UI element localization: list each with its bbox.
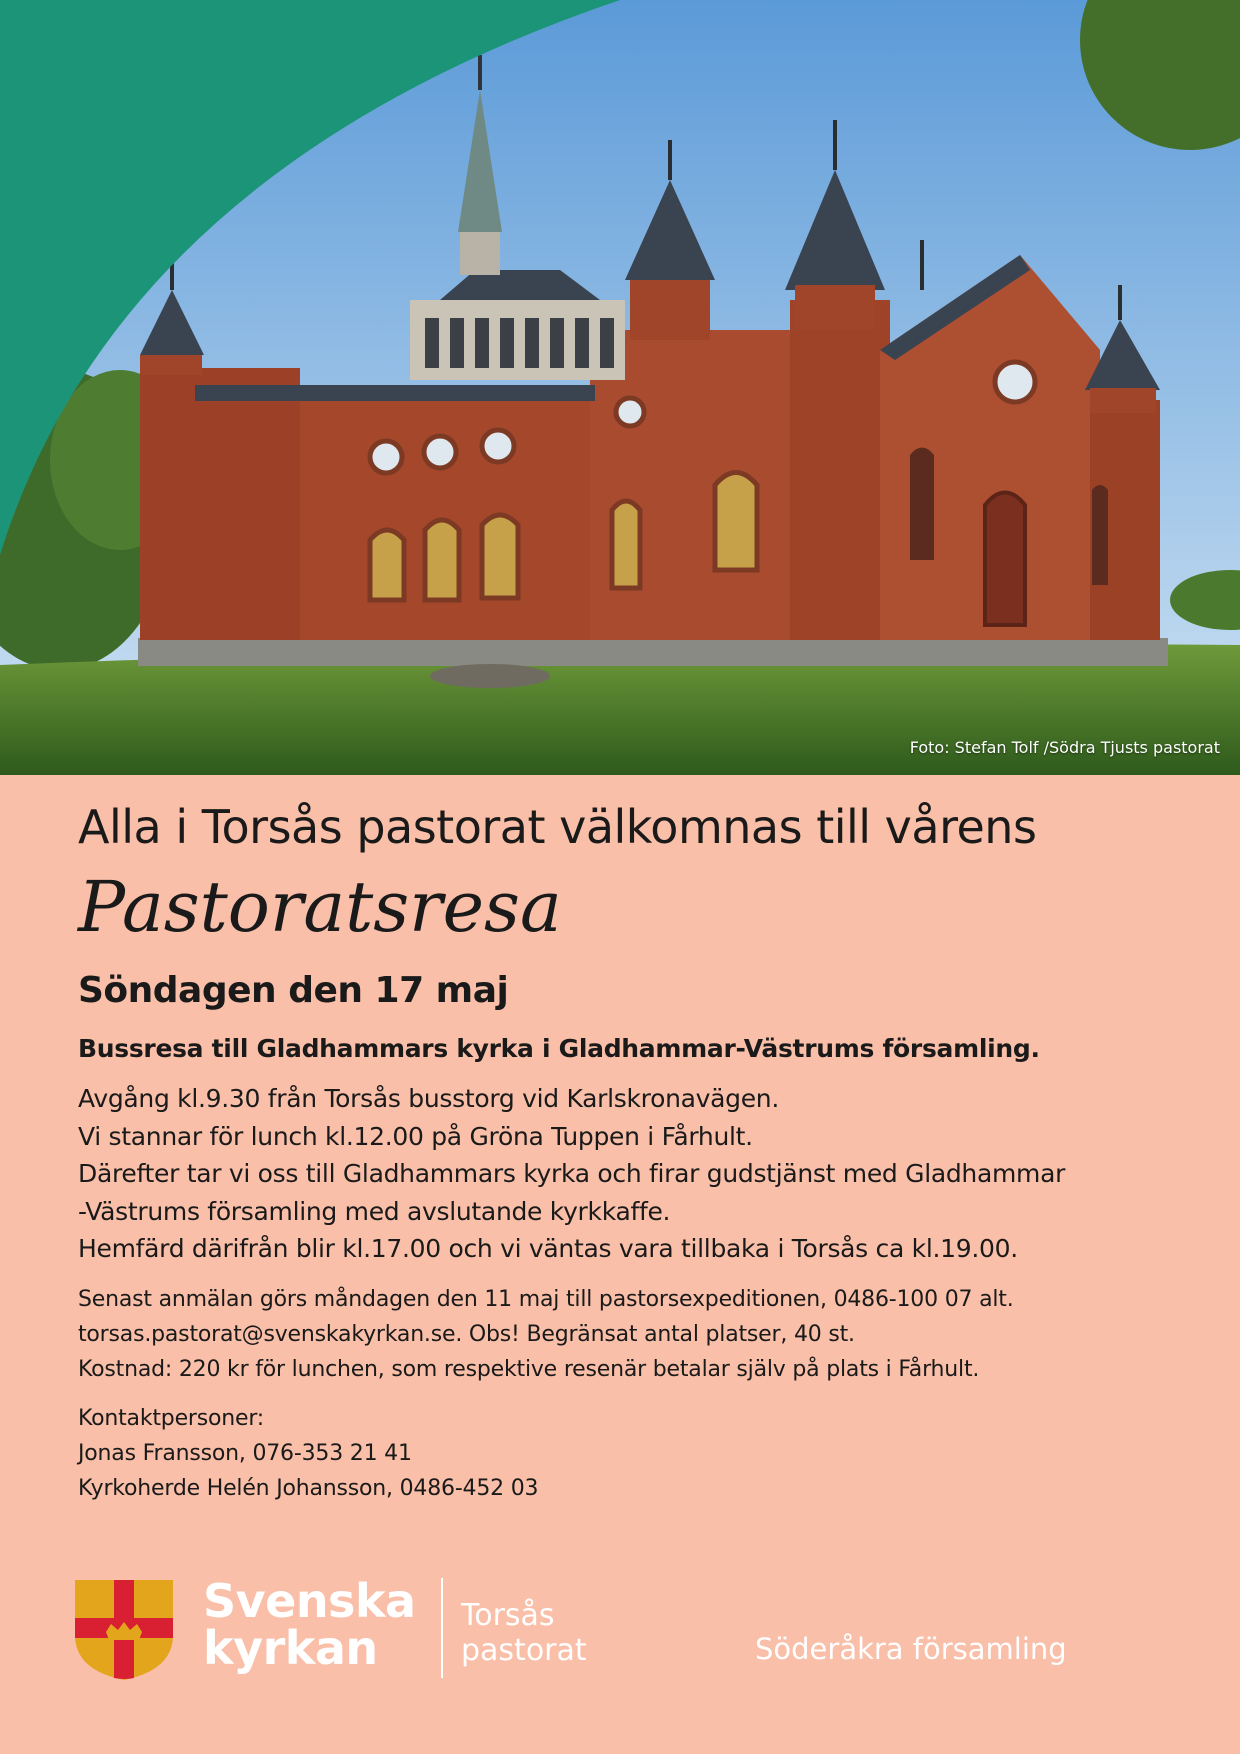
detail-line: Hemfärd därifrån blir kl.17.00 och vi väntas vara tillbaka i Torsås ca kl.19.00. bbox=[78, 1234, 1018, 1264]
brand-line: kyrkan bbox=[203, 1621, 378, 1675]
signup-line: torsas.pastorat@svenskakyrkan.se. Obs! Begränsat antal platser, 40 st. bbox=[78, 1321, 855, 1347]
parish-line: pastorat bbox=[461, 1633, 587, 1668]
church-photo bbox=[0, 0, 1240, 775]
detail-line: Därefter tar vi oss till Gladhammars kyrka och firar gudstjänst med Gladhammar bbox=[78, 1159, 1066, 1189]
parish-line: Torsås bbox=[461, 1598, 555, 1633]
trip-details bbox=[78, 1080, 1178, 1268]
svenska-kyrkan-shield-icon bbox=[75, 1580, 173, 1680]
brand-line: Svenska bbox=[203, 1574, 416, 1628]
contact-person: Kyrkoherde Helén Johansson, 0486-452 03 bbox=[78, 1475, 539, 1501]
contacts-heading: Kontaktpersoner: bbox=[78, 1405, 265, 1431]
intro-heading: Alla i Torsås pastorat välkomnas till vårens bbox=[78, 800, 1037, 854]
parish-name bbox=[461, 1598, 587, 1668]
main-content bbox=[78, 800, 1178, 1506]
photo-credit: Foto: Stefan Tolf /Södra Tjusts pastorat bbox=[909, 738, 1220, 757]
brand-logotype bbox=[203, 1574, 416, 1675]
contact-persons bbox=[78, 1401, 1178, 1506]
signup-info bbox=[78, 1282, 1178, 1387]
detail-line: Avgång kl.9.30 från Torsås busstorg vid Karlskronavägen. bbox=[78, 1084, 779, 1114]
footer bbox=[75, 1574, 1175, 1678]
event-date: Söndagen den 17 maj bbox=[78, 970, 509, 1012]
event-title: Pastoratsresa bbox=[78, 866, 562, 949]
footer-divider bbox=[441, 1578, 443, 1678]
signup-line: Senast anmälan görs måndagen den 11 maj till pastorsexpeditionen, 0486-100 07 alt. bbox=[78, 1286, 1014, 1312]
detail-line: -Västrums församling med avslutande kyrkkaffe. bbox=[78, 1196, 671, 1226]
contact-person: Jonas Fransson, 076-353 21 41 bbox=[78, 1440, 412, 1466]
detail-line: Vi stannar för lunch kl.12.00 på Gröna Tuppen i Fårhult. bbox=[78, 1121, 753, 1151]
signup-line: Kostnad: 220 kr för lunchen, som respektive resenär betalar själv på plats i Fårhult. bbox=[78, 1356, 980, 1382]
trip-subtitle: Bussresa till Gladhammars kyrka i Gladhammar-Västrums församling. bbox=[78, 1034, 1040, 1064]
congregation-name: Söderåkra församling bbox=[755, 1632, 1067, 1666]
